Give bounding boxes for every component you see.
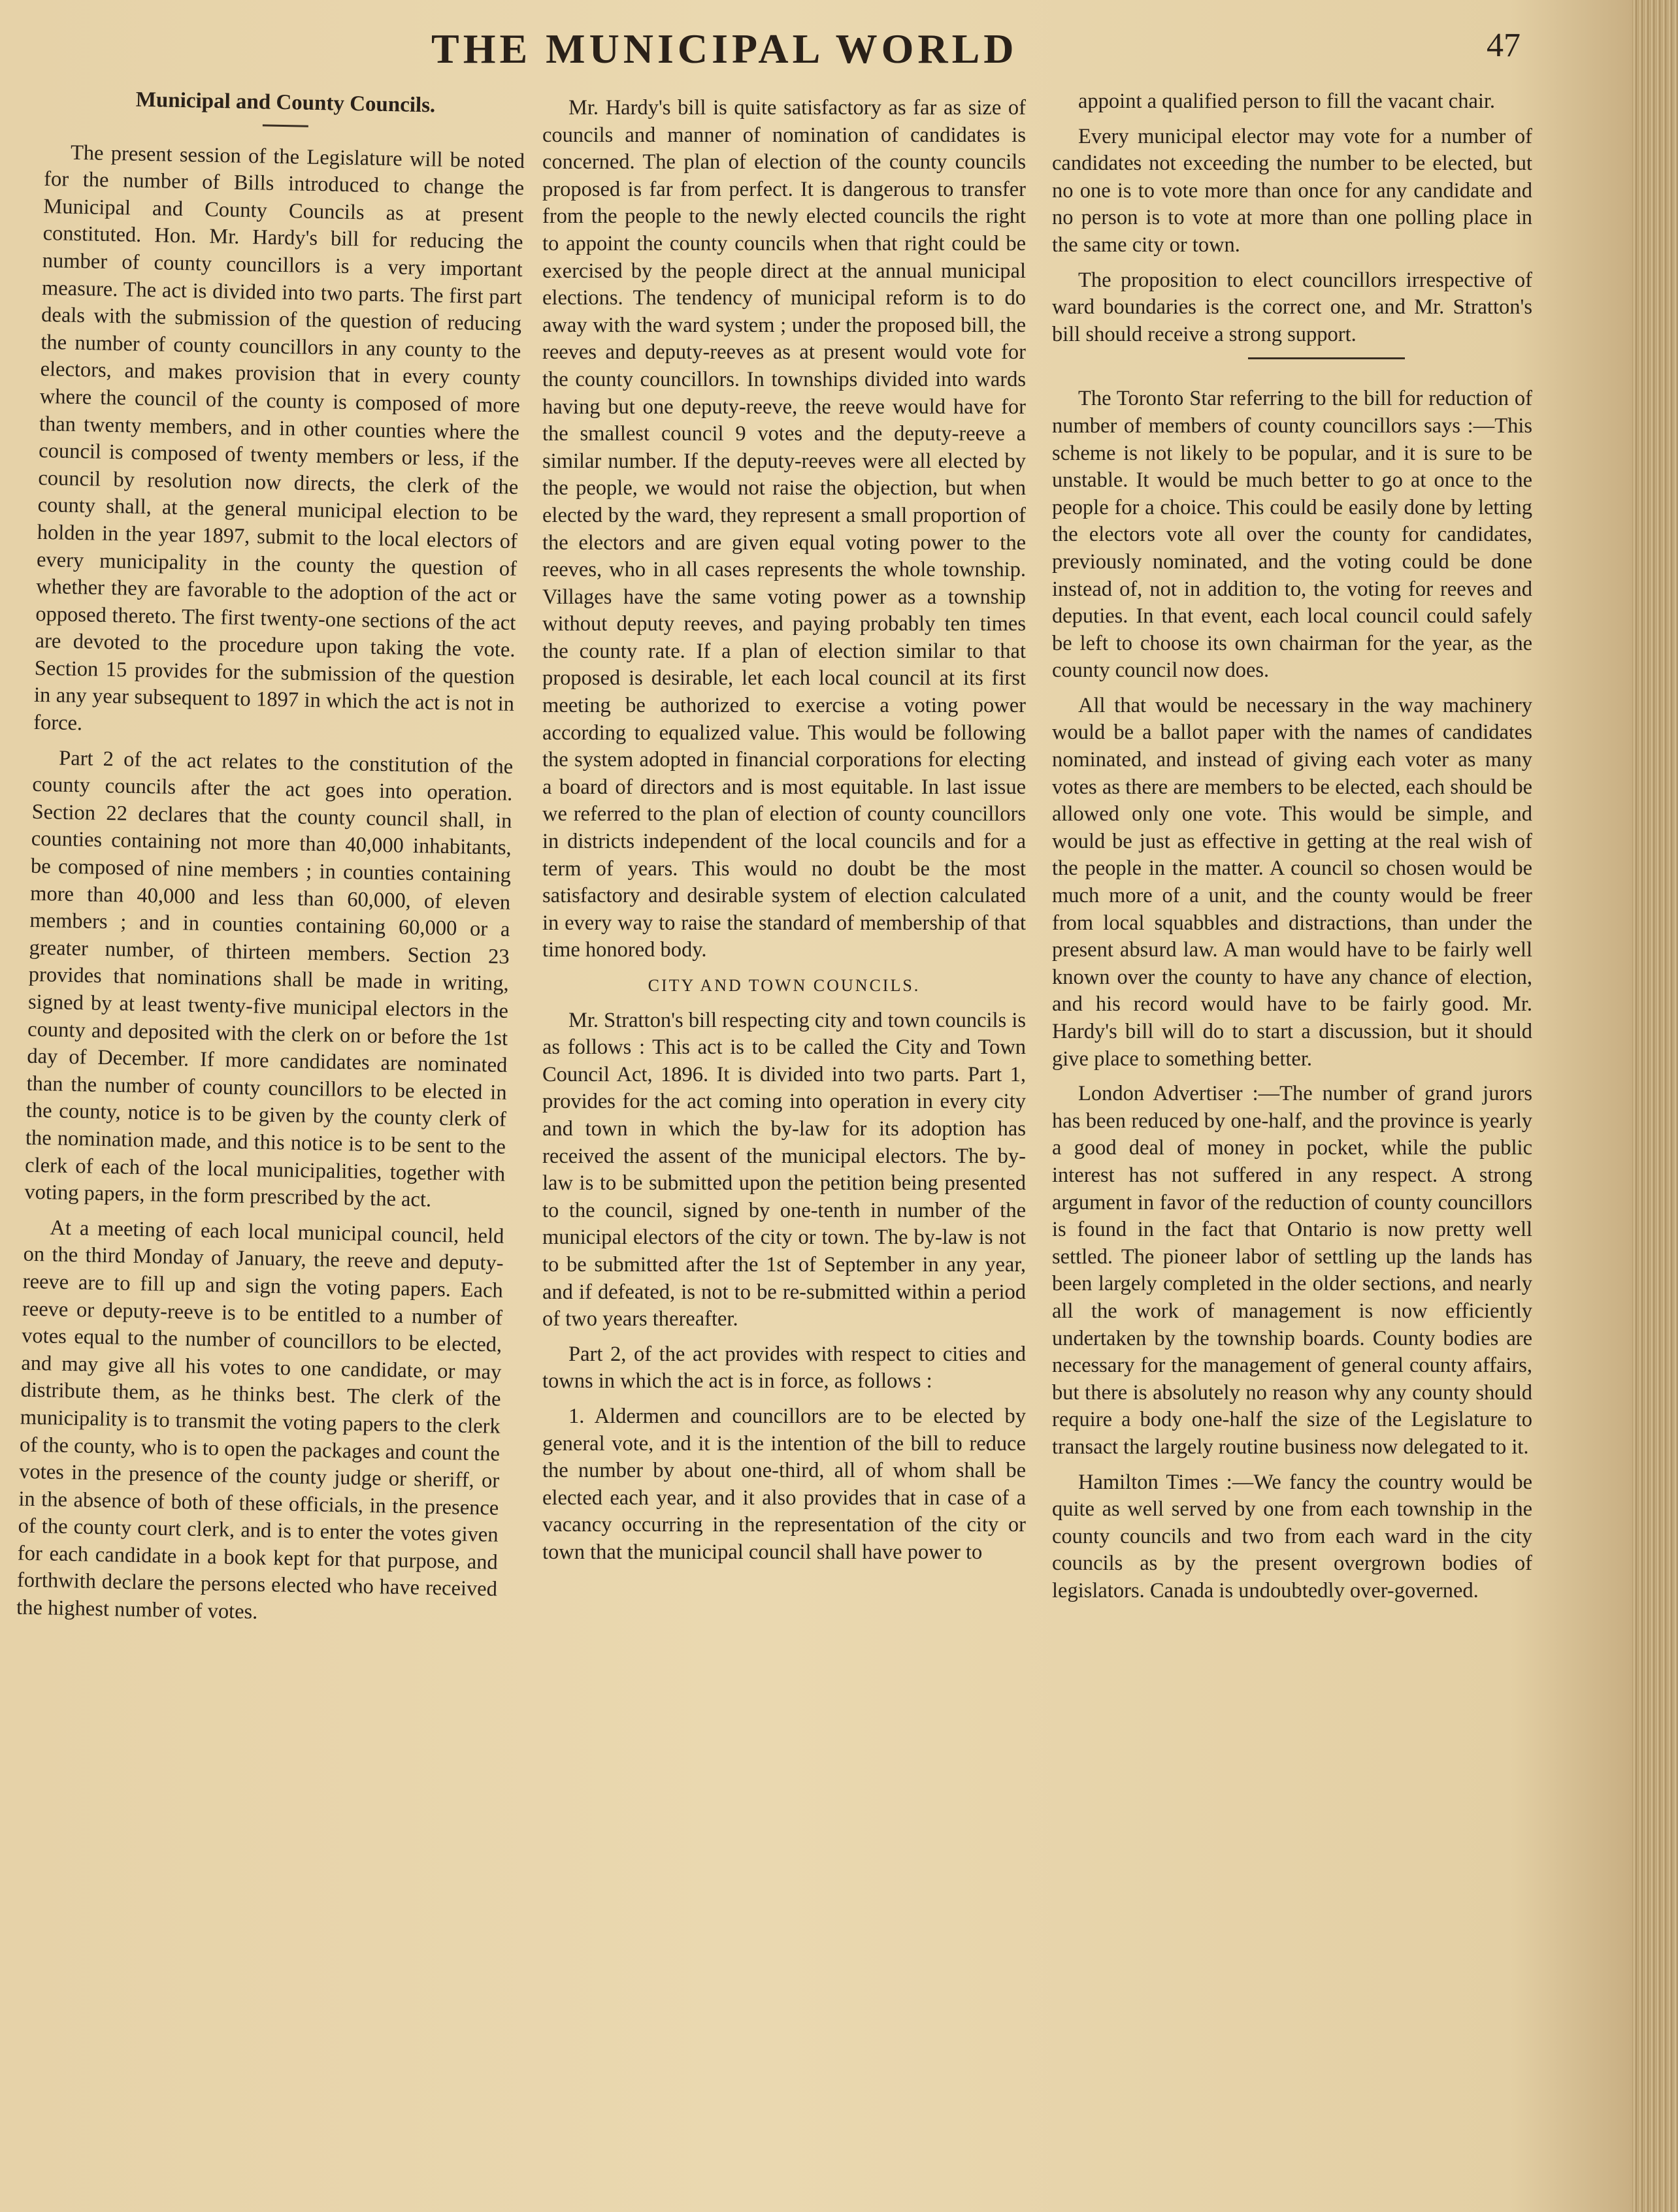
- section-subhead: CITY AND TOWN COUNCILS.: [648, 976, 921, 995]
- article-paragraph: Part 2, of the act provides with respect to cities and towns in which the act is in force, as follows :: [542, 1342, 1026, 1393]
- article-paragraph: The present session of the Legislature will be noted for the number of Bills introduced to change the Municipal and County Councils as at present constituted. Hon. Mr. Hardy's bill for reducing the number of county councillors is a very important measure. The act is divided into two parts. The first part deals with the submission of the question of reducing the number of county councillors in any county to the electors, and makes provision that in every county where the council of the county is composed of more than twenty members, and in other counties where the council is composed of twenty members or less, if the council by resolution now directs, the clerk of the county shall, at the general municipal election to be holden in the year 1897, submit to the local electors of every municipality in the county the question of whether they are favorable to the adoption of the act or opposed thereto. The first twenty-one sections of the act are devoted to the procedure upon taking the vote. Section 15 provides for the submission of the question in any year subsequent to 1897 in which the act is not in force.: [33, 140, 525, 736]
- column-1: [16, 85, 526, 1638]
- article-headline: Municipal and County Councils.: [135, 88, 436, 118]
- article-paragraph: Hamilton Times :—We fancy the country would be quite as well served by one from each township in the county councils and two from each ward in the city councils as by the present overgrown bodies of legislators. Canada is undoubtedly over-governed.: [1052, 1470, 1532, 1602]
- page-header: [0, 20, 1620, 78]
- column-2: [542, 95, 1026, 1574]
- article-paragraph: At a meeting of each local municipal council, held on the third Monday of January, the reeve and deputy-reeve are to fill up and sign the voting papers. Each reeve or deputy-reeve is to be entitled to a number of votes equal to the number of councillors to be elected, and may give all his votes to one candidate, or may distribute them, as he thinks best. The clerk of the municipality is to transmit the voting papers to the clerk of the county, who is to open the packages and count the votes in the presence of the county judge or sheriff, or in the absence of both of these officials, in the presence of the county court clerk, and is to enter the votes given for each candidate in a book kept for that purpose, and forthwith declare the persons elected who have received the highest number of votes.: [16, 1216, 504, 1624]
- book-spine: [1632, 0, 1678, 2212]
- article-paragraph: appoint a qualified person to fill the vacant chair.: [1078, 89, 1496, 113]
- page-number: 47: [1487, 27, 1521, 64]
- article-paragraph: Every municipal elector may vote for a number of candidates not exceeding the number to be elected, but no one is to vote more than once for any candidate and no person is to vote at more than one polling place in the same city or town.: [1052, 124, 1532, 257]
- article-paragraph: The proposition to elect councillors irrespective of ward boundaries is the correct one, and Mr. Stratton's bill should receive a strong support.: [1052, 268, 1532, 346]
- column-3: [1052, 88, 1532, 1612]
- article-paragraph: All that would be necessary in the way machinery would be a ballot paper with the names of candidates nominated, and instead of giving each voter as many votes as there are members to be elected, each should be allowed only one vote. This would be simple, and would be just as effective in getting at the real wish of the people in the matter. A council so chosen would be much more of a unit, and the county would be freer from local squabbles and distractions, than under the present absurd law. A man would have to be fairly well known over the county to have any chance of election, and his record would have to be fairly good. Mr. Hardy's bill will do to start a discussion, but it should give place to something better.: [1052, 693, 1532, 1071]
- article-paragraph: London Advertiser :—The number of grand jurors has been reduced by one-half, and the province is yearly a good deal of money in pocket, while the public interest has not suffered in any respect. A strong argument in favor of the reduction of county councillors is found in the fact that Ontario is now pretty well settled. The pioneer labor of settling up the lands has been largely completed in the older sections, and nearly all the work of management is now efficiently undertaken by the township boards. County bodies are necessary for the management of general county affairs, but there is absolutely no reason why any county should require a body one-half the size of the Legislature to transact the largely routine business now delegated to it.: [1052, 1082, 1532, 1459]
- article-paragraph: Mr. Stratton's bill respecting city and town councils is as follows : This act is to be called the City and Town Council Act, 1896. It is divided into two parts. Part 1, provides for the act coming into operation in every city and town in which the by-law for its adoption has received the assent of the municipal electors. The by-law is to be submitted upon the petition being presented to the council, signed by one-tenth in number of the municipal electors of the city or town. The by-law is not to be submitted after the 1st of September in any year, and if defeated, is not to be re-submitted within a period of two years thereafter.: [542, 1008, 1027, 1331]
- section-divider: [1248, 357, 1405, 359]
- headline-divider: [262, 124, 308, 127]
- article-paragraph: Part 2 of the act relates to the constitution of the county councils after the act goes into operation. Section 22 declares that the county council shall, in counties containing not more than 40,000 inhabitants, be composed of nine members ; in counties containing more than 40,000 and less than 60,000, of eleven members ; and in counties containing 60,000 or a greater number, of thirteen members. Section 23 provides that nominations shall be made in writing, signed by at least twenty-five municipal electors in the county and deposited with the clerk on or before the 1st day of December. If more candidates are nominated than the number of county councillors to be elected in the county, notice is to be given by the county clerk of the nomination made, and this notice is to be sent to the clerk of each of the local municipalities, together with voting papers, in the form prescribed by the act.: [24, 746, 514, 1212]
- masthead-title: THE MUNICIPAL WORLD: [431, 25, 1018, 72]
- article-paragraph: 1. Aldermen and councillors are to be elected by general vote, and it is the intention of the bill to reduce the number by about one-third, all of whom shall be elected each year, and it also provides that in case of a vacancy occurring in the representation of the city or town that the municipal council shall have power to: [542, 1404, 1026, 1564]
- article-paragraph: Mr. Hardy's bill is quite satisfactory as far as size of councils and manner of nomination of candidates is concerned. The plan of election of the county councils proposed is far from perfect. It is dangerous to transfer from the people to the newly elected councils the right to appoint the county councils when that right could be exercised by the people direct at the annual municipal elections. The tendency of municipal reform is to do away with the ward system ; under the proposed bill, the reeves and deputy-reeves as at present would vote for the county councillors. In townships divided into wards having but one deputy-reeve, the reeve would have for the smallest council 9 votes and the deputy-reeve a similar number. If the deputy-reeves were all elected by the people, we would not raise the objection, but when elected by the ward, they represent a small proportion of the electors and are given equal voting power to the reeves, who in all cases represents the whole township. Villages have the same voting power as a township without deputy reeves, and paying probably ten times the county rate. If a plan of election similar to that proposed is desirable, let each local council at its first meeting be authorized to exercise a voting power according to equalized value. This would be following the system adopted in financial corporations for electing a board of directors and is most equitable. In last issue we referred to the plan of election of county councillors in districts independent of the local councils and for a term of years. This would no doubt be the most satisfactory and desirable system of election calculated in every way to raise the standard of membership of that time honored body.: [542, 96, 1026, 962]
- article-paragraph: The Toronto Star referring to the bill for reduction of number of members of county councillors says :—This scheme is not likely to be popular, and it is sure to be unstable. It would be much better to go at once to the people for a choice. This could be easily done by letting the electors vote all over the county for candidates, previously nominated, and the voting could be done instead of, not in addition to, the voting for reeves and deputies. In that event, each local council could safely be left to choose its own chairman for the year, as the county council now does.: [1052, 387, 1532, 683]
